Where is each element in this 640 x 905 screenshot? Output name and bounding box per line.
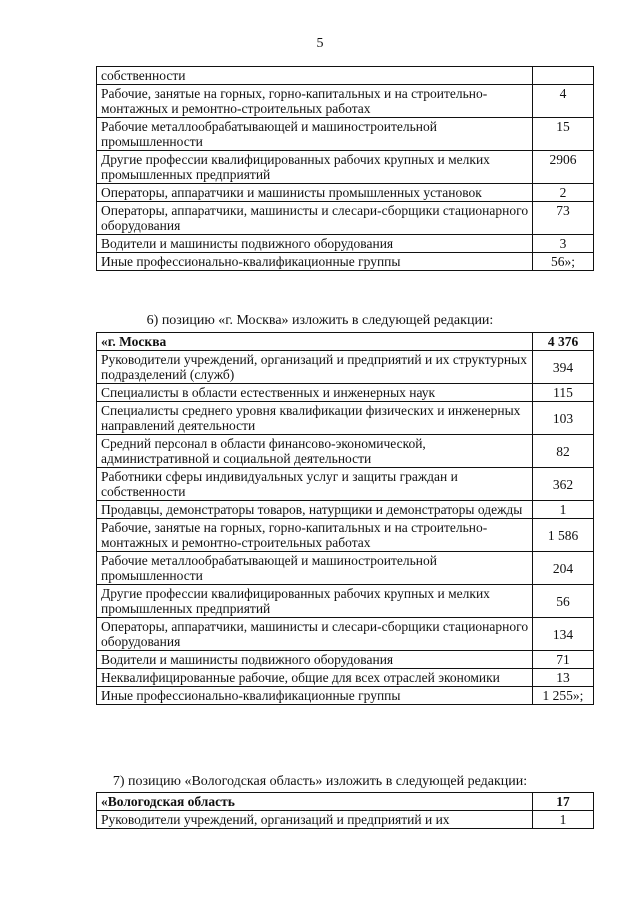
table-row — [97, 67, 594, 85]
section-7-heading: 7) позицию «Вологодская область» изложить в следующей редакции: — [112, 774, 528, 789]
row-value: 1 — [533, 811, 594, 829]
row-label: Неквалифицированные рабочие, общие для всех отраслей экономики — [97, 669, 533, 687]
table-row — [97, 384, 594, 402]
row-label: Рабочие, занятые на горных, горно-капитальных и на строительно-монтажных и ремонтно-строительных работах — [97, 85, 533, 118]
row-value: 56»; — [533, 253, 594, 271]
row-label: Операторы, аппаратчики, машинисты и слесари-сборщики стационарного оборудования — [97, 202, 533, 235]
row-value: 103 — [533, 402, 594, 435]
table-row — [97, 585, 594, 618]
row-label: Руководители учреждений, организаций и предприятий и их структурных подразделений (служб) — [97, 351, 533, 384]
section-6-heading: 6) позицию «г. Москва» изложить в следующей редакции: — [146, 313, 494, 328]
table-continuation — [96, 66, 594, 271]
row-label: Операторы, аппаратчики и машинисты промышленных установок — [97, 184, 533, 202]
row-label: Специалисты в области естественных и инженерных наук — [97, 384, 533, 402]
table-row — [97, 501, 594, 519]
table-row — [97, 184, 594, 202]
row-label: Операторы, аппаратчики, машинисты и слесари-сборщики стационарного оборудования — [97, 618, 533, 651]
row-label: Рабочие металлообрабатывающей и машиностроительной промышленности — [97, 118, 533, 151]
region-total: 17 — [533, 793, 594, 811]
table-row — [97, 85, 594, 118]
table-header-row — [97, 333, 594, 351]
table-vologda — [96, 792, 594, 829]
row-value: 204 — [533, 552, 594, 585]
table-row — [97, 202, 594, 235]
region-total: 4 376 — [533, 333, 594, 351]
row-value: 2 — [533, 184, 594, 202]
region-name: «Вологодская область — [97, 793, 533, 811]
row-value: 394 — [533, 351, 594, 384]
row-value: 15 — [533, 118, 594, 151]
table-row — [97, 253, 594, 271]
row-value: 73 — [533, 202, 594, 235]
page-number: 5 — [316, 36, 324, 51]
table-row — [97, 435, 594, 468]
row-label: собственности — [97, 67, 533, 85]
row-value — [533, 67, 594, 85]
row-label: Водители и машинисты подвижного оборудования — [97, 651, 533, 669]
row-label: Продавцы, демонстраторы товаров, натурщики и демонстраторы одежды — [97, 501, 533, 519]
table-row — [97, 669, 594, 687]
row-value: 1 — [533, 501, 594, 519]
row-value: 56 — [533, 585, 594, 618]
row-value: 3 — [533, 235, 594, 253]
row-value: 1 255»; — [533, 687, 594, 705]
row-label: Руководители учреждений, организаций и предприятий и их — [97, 811, 533, 829]
table-header-row — [97, 793, 594, 811]
table-row — [97, 235, 594, 253]
row-label: Работники сферы индивидуальных услуг и защиты граждан и собственности — [97, 468, 533, 501]
row-value: 1 586 — [533, 519, 594, 552]
table-row — [97, 811, 594, 829]
table-row — [97, 519, 594, 552]
table-row — [97, 151, 594, 184]
row-value: 71 — [533, 651, 594, 669]
row-label: Другие профессии квалифицированных рабочих крупных и мелких промышленных предприятий — [97, 585, 533, 618]
row-label: Рабочие, занятые на горных, горно-капитальных и на строительно-монтажных и ремонтно-строительных работах — [97, 519, 533, 552]
table-row — [97, 402, 594, 435]
row-label: Иные профессионально-квалификационные группы — [97, 253, 533, 271]
row-value: 362 — [533, 468, 594, 501]
table-row — [97, 687, 594, 705]
row-value: 82 — [533, 435, 594, 468]
table-row — [97, 552, 594, 585]
table-row — [97, 118, 594, 151]
table-moscow — [96, 332, 594, 705]
row-value: 134 — [533, 618, 594, 651]
row-label: Средний персонал в области финансово-экономической, административной и социальной деятельности — [97, 435, 533, 468]
row-label: Специалисты среднего уровня квалификации физических и инженерных направлений деятельности — [97, 402, 533, 435]
table-row — [97, 618, 594, 651]
row-value: 13 — [533, 669, 594, 687]
row-value: 115 — [533, 384, 594, 402]
row-label: Рабочие металлообрабатывающей и машиностроительной промышленности — [97, 552, 533, 585]
row-value: 2906 — [533, 151, 594, 184]
row-label: Иные профессионально-квалификационные группы — [97, 687, 533, 705]
row-label: Другие профессии квалифицированных рабочих крупных и мелких промышленных предприятий — [97, 151, 533, 184]
row-value: 4 — [533, 85, 594, 118]
region-name: «г. Москва — [97, 333, 533, 351]
table-row — [97, 468, 594, 501]
table-row — [97, 651, 594, 669]
row-label: Водители и машинисты подвижного оборудования — [97, 235, 533, 253]
table-row — [97, 351, 594, 384]
